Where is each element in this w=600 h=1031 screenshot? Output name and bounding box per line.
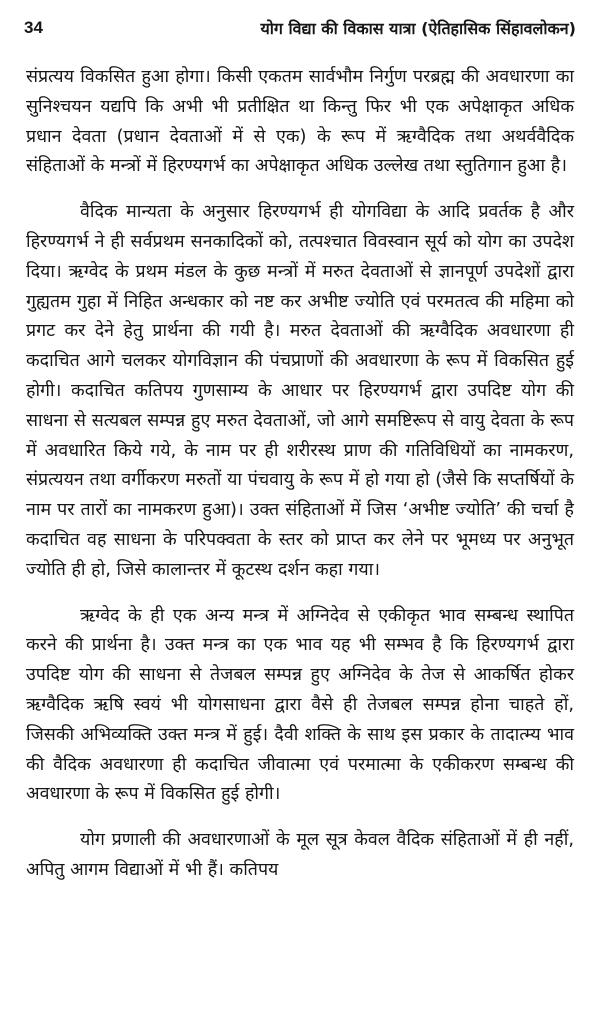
paragraph-yoga-pranali: योग प्रणाली की अवधारणाओं के मूल सूत्र केवल वैदिक संहिताओं में ही नहीं, अपितु आगम विद्याओं में भी हैं। कतिपय — [26, 829, 574, 880]
paragraph-agnidev: ऋग्वेद के ही एक अन्य मन्त्र में अग्निदेव से एकीकृत भाव सम्बन्ध स्थापित करने की प्रार्थना है। उक्त मन्त्र का एक भाव यह भी सम्भव है कि हिरण्यगर्भ द्वारा उपदिष्ट योग की साधना से तेजबल सम्पन्न हुए अग्निदेव के तेज से आकर्षित होकर ऋग्वैदिक ऋषि स्वयं भी योगसाधना द्वारा वैसे ही तेजबल सम्पन्न होना चाहते हों, जिसकी अभिव्यक्ति उक्त मन्त्र में हुई। दैवी शक्ति के साथ इस प्रकार के तादात्म्य भाव की वैदिक अवधारणा ही कदाचित जीवात्मा एवं परमात्मा के एकीकरण सम्बन्ध की अवधारणा के रूप में विकसित हुई होगी। — [26, 604, 574, 805]
running-title: योग विद्या की विकास यात्रा (ऐतिहासिक सिंहावलोकन) — [260, 19, 576, 38]
page-number: 34 — [24, 18, 43, 37]
page-header — [24, 14, 576, 42]
body-text — [26, 62, 574, 901]
paragraph-hiranyagarbha: वैदिक मान्यता के अनुसार हिरण्यगर्भ ही योगविद्या के आदि प्रवर्तक है और हिरण्यगर्भ ने ही सर्वप्रथम सनकादिकों को, तत्पश्चात विवस्वान सूर्य को योग का उपदेश दिया। ऋग्वेद के प्रथम मंडल के कुछ मन्त्रों में मरुत देवताओं से ज्ञानपूर्ण उपदेशों द्वारा गुह्यतम गुहा में निहित अन्धकार को नष्ट कर अभीष्ट ज्योति एवं परमतत्व की महिमा को प्रगट कर देने हेतु प्रार्थना की गयी है। मरुत देवताओं की ऋग्वैदिक अवधारणा ही कदाचित आगे चलकर योगविज्ञान की पंचप्राणों की अवधारणा के रूप में विकसित हुई होगी। कदाचित कतिपय गुणसाम्य के आधार पर हिरण्यगर्भ द्वारा उपदिष्ट योग की साधना से सत्यबल सम्पन्न हुए मरुत देवताओं, जो आगे समष्टिरूप से वायु देवता के रूप में अवधारित किये गये, के नाम पर ही शरीरस्थ प्राण की गतिविधियों का नामकरण, संप्रत्ययन तथा वर्गीकरण मरुतों या पंचवायु के रूप में हो गया हो (जैसे कि सप्तर्षियों के नाम पर तारों का नामकरण हुआ)। उक्त संहिताओं में जिस ‘अभीष्ट ज्योति’ की चर्चा है कदाचित वह साधना के परिपक्वता के स्तर को प्राप्त कर लेने पर भूमध्य पर अनुभूत ज्योति ही हो, जिसे कालान्तर में कूटस्थ दर्शन कहा गया। — [26, 201, 574, 580]
paragraph-continuation: संप्रत्यय विकसित हुआ होगा। किसी एकतम सार्वभौम निर्गुण परब्रह्म की अवधारणा का सुनिश्चयन यद्यपि कि अभी भी प्रतीक्षित था किन्तु फिर भी एक अपेक्षाकृत अधिक प्रधान देवता (प्रधान देवताओं में से एक) के रूप में ऋग्वैदिक तथा अथर्ववैदिक संहिताओं के मन्त्रों में हिरण्यगर्भ का अपेक्षाकृत अधिक उल्लेख तथा स्तुतिगान हुआ है। — [26, 66, 574, 177]
